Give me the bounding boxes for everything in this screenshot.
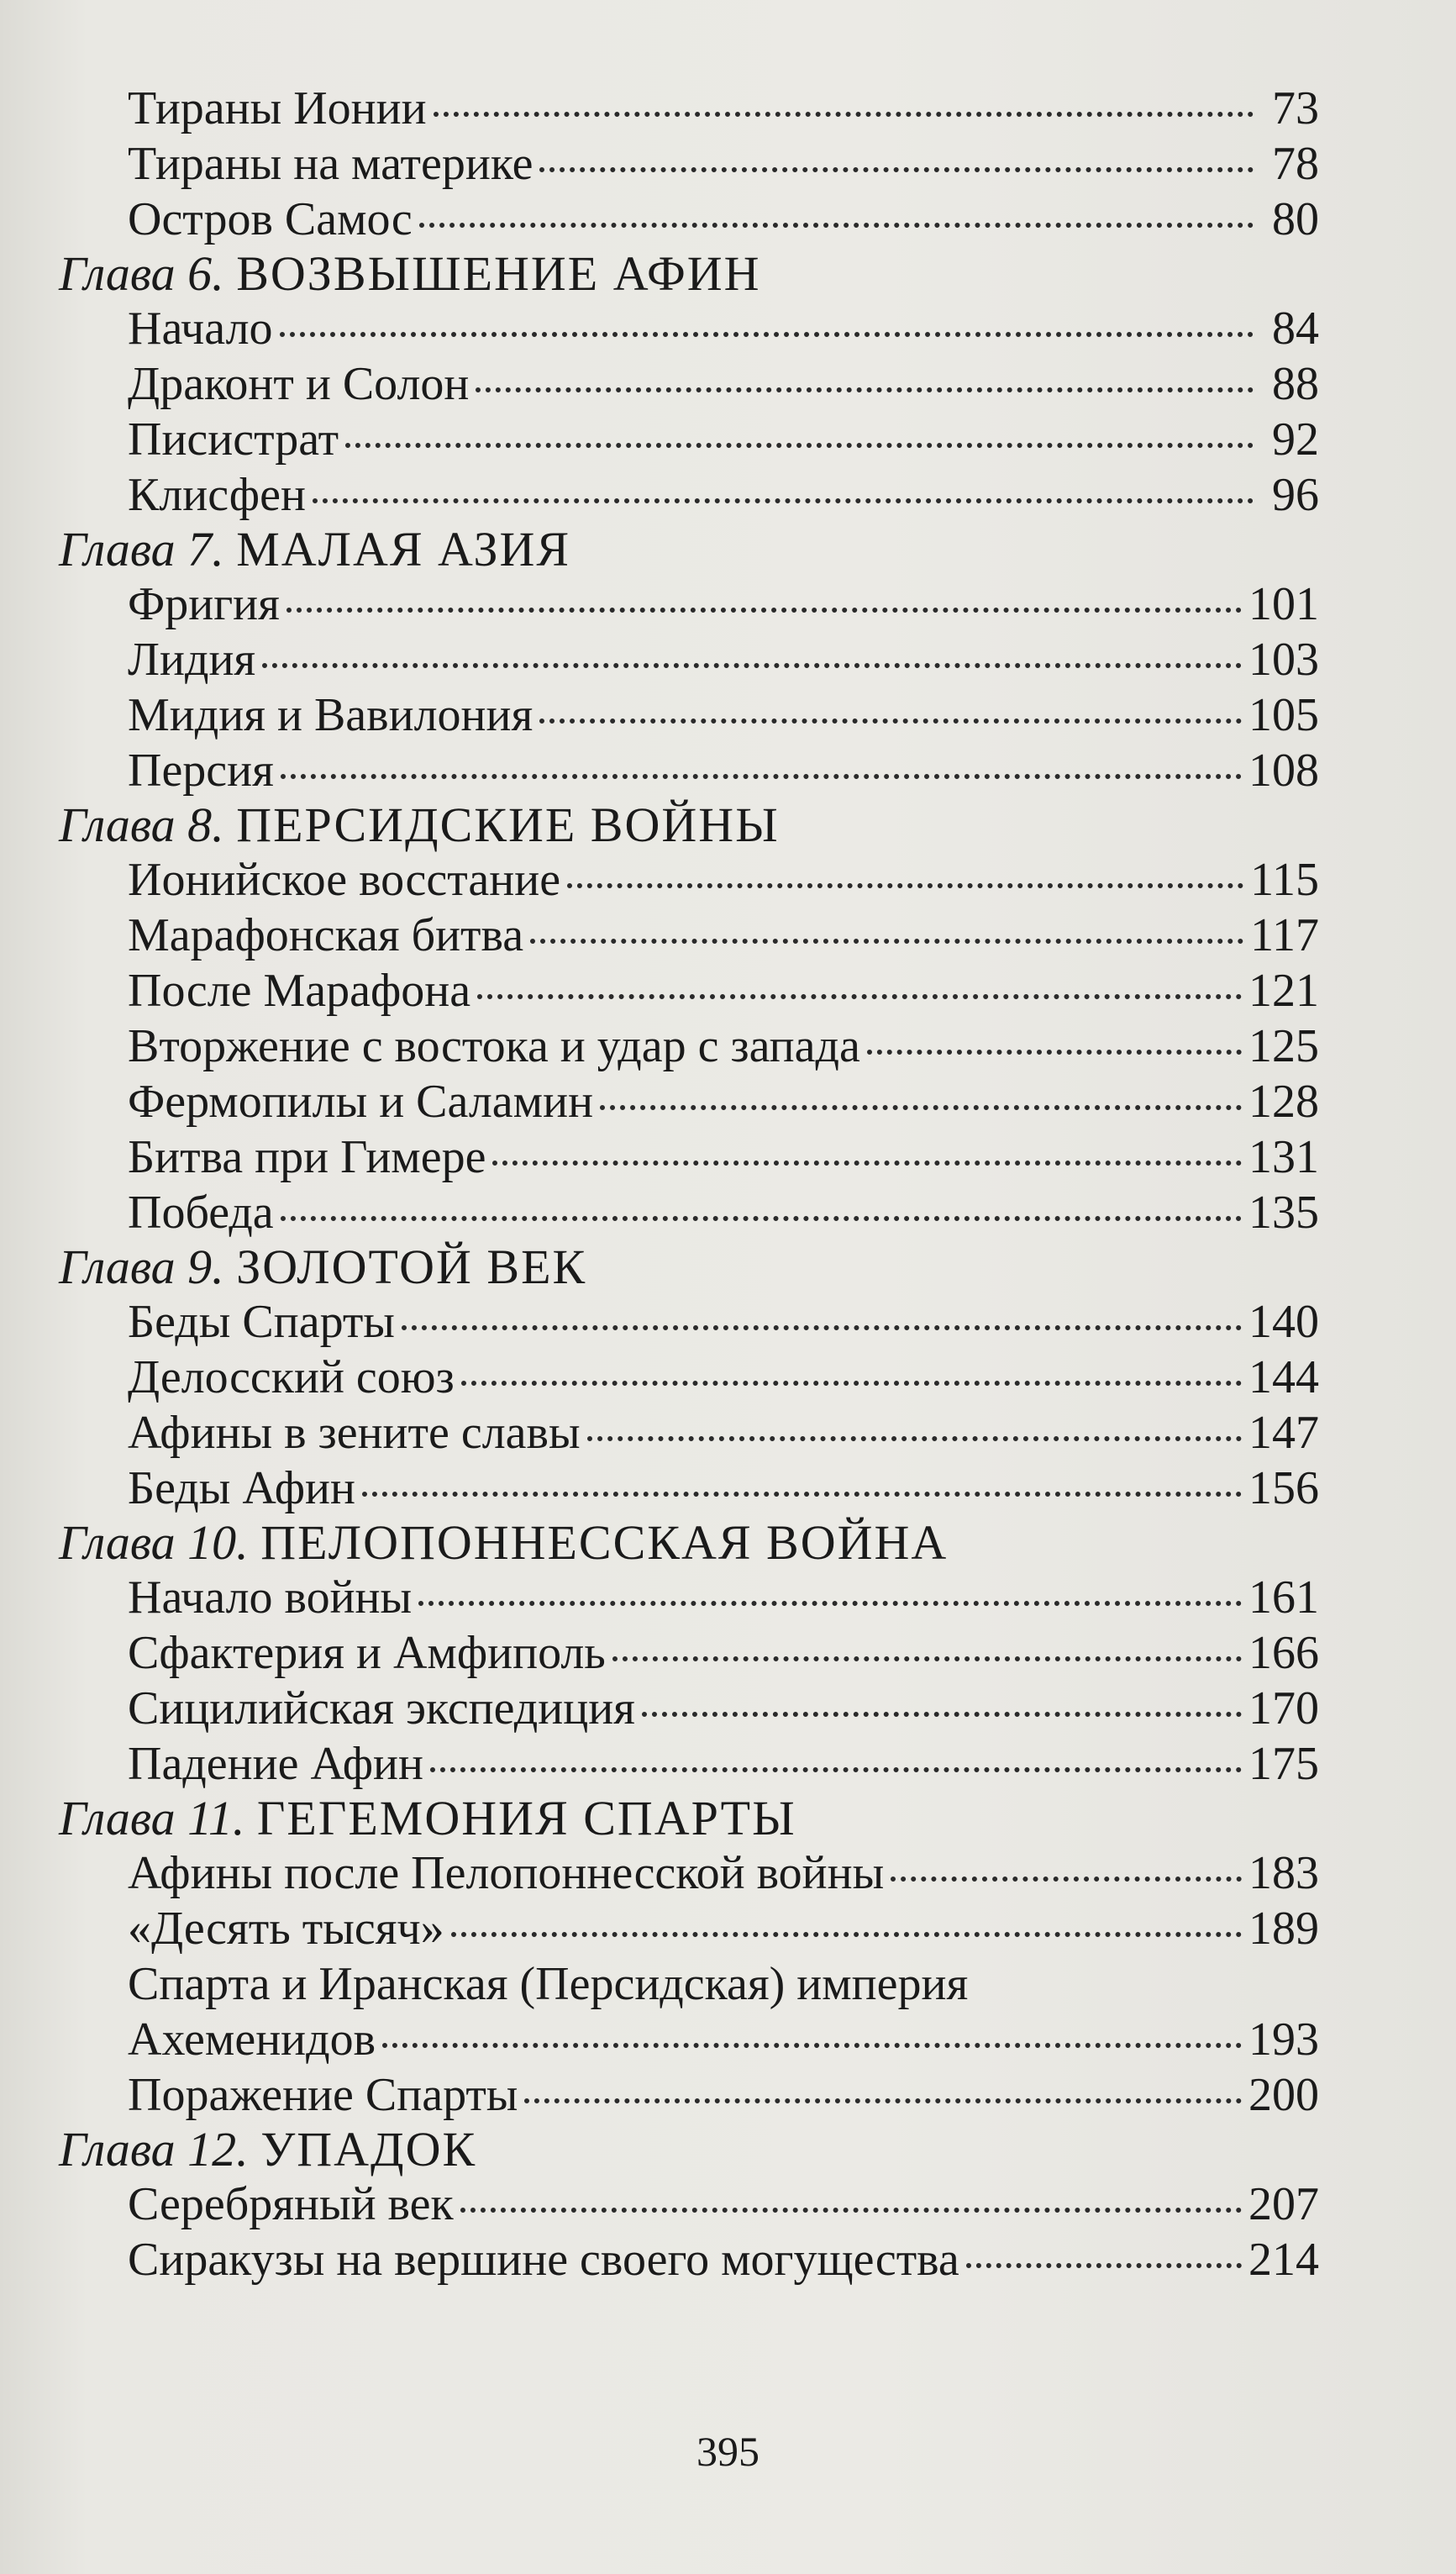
- toc-entry-title: Серебряный век: [128, 2178, 454, 2230]
- toc-entry-page: 166: [1248, 1627, 1319, 1679]
- dot-leader: [539, 167, 1254, 172]
- toc-entry: [128, 136, 1319, 192]
- toc-entry-title: Делосский союз: [128, 1351, 455, 1403]
- toc-entry: [128, 1185, 1319, 1240]
- toc-entry-page: 131: [1248, 1131, 1319, 1183]
- chapter-title: ГЕГЕМОНИЯ СПАРТЫ: [256, 1791, 796, 1845]
- dot-leader: [402, 1325, 1242, 1330]
- dot-leader: [612, 1656, 1242, 1661]
- toc-entry: [128, 852, 1319, 908]
- toc-entry: [128, 1681, 1319, 1736]
- toc-entry-page: 200: [1248, 2069, 1319, 2121]
- toc-entry: [128, 1845, 1319, 1901]
- toc-entry-page: 207: [1248, 2178, 1319, 2230]
- toc-entry: [128, 2177, 1319, 2232]
- toc-entry-page: 140: [1248, 1296, 1319, 1348]
- toc-entry-page: 108: [1248, 745, 1319, 797]
- dot-leader: [262, 663, 1242, 668]
- toc-entry-page: 128: [1248, 1076, 1319, 1128]
- dot-leader: [524, 2098, 1242, 2103]
- chapter-heading: [59, 1240, 1319, 1294]
- toc-entry: [128, 1350, 1319, 1405]
- toc-entry-title: Начало: [128, 303, 273, 355]
- chapter-title: ВОЗВЫШЕНИЕ АФИН: [236, 246, 761, 301]
- dot-leader: [476, 387, 1254, 392]
- toc-entry-page: 125: [1248, 1020, 1319, 1072]
- toc-entry-page: 115: [1250, 854, 1319, 906]
- chapter-title: МАЛАЯ АЗИЯ: [236, 522, 571, 576]
- dot-leader: [313, 498, 1254, 503]
- toc-entry-title: Афины после Пелопоннесской войны: [128, 1847, 885, 1899]
- toc-entry-title: Марафонская битва: [128, 909, 524, 961]
- dot-leader: [362, 1492, 1242, 1497]
- toc-entry-page: 161: [1248, 1571, 1319, 1624]
- toc-entry-title: Тираны Ионии: [128, 82, 427, 134]
- dot-leader: [434, 112, 1254, 117]
- chapter-heading: [59, 1792, 1319, 1845]
- toc-entry-page: 121: [1248, 965, 1319, 1017]
- toc-entry-title: Начало войны: [128, 1571, 413, 1624]
- toc-entry: [128, 412, 1319, 467]
- toc-entry: [128, 1074, 1319, 1129]
- dot-leader: [530, 939, 1243, 944]
- toc-entry-page: 96: [1272, 469, 1319, 521]
- chapter-heading: [59, 523, 1319, 576]
- toc-entry: [128, 1294, 1319, 1350]
- toc-entry-page: 189: [1248, 1903, 1319, 1955]
- dot-leader: [281, 1216, 1242, 1221]
- dot-leader: [418, 1601, 1242, 1606]
- dot-leader: [642, 1712, 1242, 1717]
- toc-entry: [128, 1019, 1319, 1074]
- chapter-heading: [59, 798, 1319, 852]
- toc-entry: [128, 1461, 1319, 1516]
- toc-entry: [128, 908, 1319, 963]
- toc-entry: [128, 2067, 1319, 2123]
- toc-entry: [128, 301, 1319, 356]
- toc-entry-title: Фермопилы и Саламин: [128, 1076, 594, 1128]
- toc-entry-title: Сфактерия и Амфиполь: [128, 1627, 606, 1679]
- toc-entry-page: 101: [1248, 578, 1319, 630]
- toc-entry-title: После Марафона: [128, 965, 471, 1017]
- toc-entry: [128, 576, 1319, 632]
- toc-entry-page: 92: [1272, 413, 1319, 466]
- toc-entry-page: 84: [1272, 303, 1319, 355]
- toc-entry-page: 193: [1248, 2013, 1319, 2066]
- page-number: 395: [696, 2428, 760, 2475]
- toc-entry: [128, 632, 1319, 687]
- dot-leader: [567, 883, 1243, 888]
- toc-entry: [128, 743, 1319, 798]
- toc-entry-title: Клисфен: [128, 469, 306, 521]
- dot-leader: [539, 719, 1242, 724]
- dot-leader: [430, 1767, 1242, 1772]
- toc-entry-page: 78: [1272, 138, 1319, 190]
- toc-entry: [128, 1901, 1319, 1956]
- dot-leader: [966, 2263, 1242, 2268]
- toc-entry-page: 80: [1272, 193, 1319, 245]
- toc-entry-title: Беды Афин: [128, 1462, 355, 1514]
- dot-leader: [587, 1436, 1242, 1441]
- toc-entry-page: 214: [1248, 2234, 1319, 2286]
- toc-entry-page: 147: [1248, 1407, 1319, 1459]
- toc-entry-title: Сицилийская экспедиция: [128, 1682, 635, 1734]
- toc-entry: [128, 1129, 1319, 1185]
- chapter-title: ЗОЛОТОЙ ВЕК: [236, 1240, 587, 1294]
- toc-entry-page: 135: [1248, 1187, 1319, 1239]
- toc-entry-title: Остров Самос: [128, 193, 413, 245]
- dot-leader: [891, 1877, 1242, 1882]
- toc-entry-page: 183: [1248, 1847, 1319, 1899]
- toc-entry-title: Битва при Гимере: [128, 1131, 486, 1183]
- toc-entry: [128, 687, 1319, 743]
- toc-entry-page: 88: [1272, 358, 1319, 410]
- dot-leader: [600, 1105, 1242, 1110]
- toc-entry: [128, 1736, 1319, 1792]
- toc-entry: [128, 467, 1319, 523]
- toc-entry: [128, 963, 1319, 1019]
- dot-leader: [477, 994, 1242, 999]
- dot-leader: [280, 332, 1254, 337]
- dot-leader: [461, 1381, 1242, 1386]
- toc-entry-page: 117: [1250, 909, 1319, 961]
- toc-entry-title: Вторжение с востока и удар с запада: [128, 1020, 860, 1072]
- table-of-contents: [59, 81, 1319, 2287]
- toc-entry-title: Афины в зените славы: [128, 1407, 581, 1459]
- toc-entry-page: 105: [1248, 689, 1319, 741]
- toc-entry-page: 73: [1272, 82, 1319, 134]
- toc-entry-title: Персия: [128, 745, 274, 797]
- toc-entry: [128, 81, 1319, 136]
- chapter-title: УПАДОК: [260, 2122, 477, 2177]
- chapter-label: Глава 11.: [59, 1791, 245, 1845]
- dot-leader: [460, 2208, 1242, 2213]
- toc-entry-title: Падение Афин: [128, 1738, 423, 1790]
- chapter-label: Глава 7.: [59, 522, 224, 576]
- toc-entry-page: 170: [1248, 1682, 1319, 1734]
- chapter-title: ПЕРСИДСКИЕ ВОЙНЫ: [236, 797, 780, 852]
- dot-leader: [345, 443, 1254, 448]
- toc-entry-title: Мидия и Вавилония: [128, 689, 534, 741]
- toc-entry: [128, 2232, 1319, 2287]
- toc-entry-title: Спарта и Иранская (Персидская) империя: [128, 1958, 969, 2010]
- dot-leader: [382, 2043, 1242, 2048]
- dot-leader: [281, 774, 1242, 779]
- toc-entry: [128, 1956, 1319, 2012]
- toc-entry-title: Поражение Спарты: [128, 2069, 518, 2121]
- chapter-label: Глава 10.: [59, 1515, 249, 1570]
- toc-entry-title: Лидия: [128, 634, 256, 686]
- chapter-label: Глава 6.: [59, 246, 224, 301]
- toc-entry-page: 175: [1248, 1738, 1319, 1790]
- toc-entry-title: Фригия: [128, 578, 280, 630]
- dot-leader: [286, 608, 1242, 613]
- dot-leader: [492, 1161, 1242, 1166]
- dot-leader: [419, 223, 1254, 228]
- toc-entry-title: Ионийское восстание: [128, 854, 561, 906]
- toc-entry-title: Тираны на материке: [128, 138, 534, 190]
- toc-entry: [128, 1405, 1319, 1461]
- dot-leader: [867, 1050, 1242, 1055]
- toc-entry: [128, 2012, 1319, 2067]
- chapter-label: Глава 9.: [59, 1240, 224, 1294]
- toc-entry-page: 156: [1248, 1462, 1319, 1514]
- dot-leader: [451, 1932, 1242, 1937]
- toc-entry: [128, 1625, 1319, 1681]
- toc-entry-title: Беды Спарты: [128, 1296, 395, 1348]
- toc-entry-title: Ахеменидов: [128, 2013, 376, 2066]
- toc-entry-title: Победа: [128, 1187, 274, 1239]
- toc-entry-page: 144: [1248, 1351, 1319, 1403]
- chapter-heading: [59, 2123, 1319, 2177]
- chapter-heading: [59, 247, 1319, 301]
- toc-entry: [128, 356, 1319, 412]
- toc-entry-title: Драконт и Солон: [128, 358, 470, 410]
- chapter-title: ПЕЛОПОННЕССКАЯ ВОЙНА: [260, 1515, 949, 1570]
- toc-entry-title: «Десять тысяч»: [128, 1903, 444, 1955]
- toc-entry-page: 103: [1248, 634, 1319, 686]
- toc-entry-title: Сиракузы на вершине своего могущества: [128, 2234, 959, 2286]
- chapter-label: Глава 8.: [59, 797, 224, 852]
- toc-entry-title: Писистрат: [128, 413, 339, 466]
- chapter-heading: [59, 1516, 1319, 1570]
- toc-entry: [128, 192, 1319, 247]
- chapter-label: Глава 12.: [59, 2122, 249, 2177]
- toc-entry: [128, 1570, 1319, 1625]
